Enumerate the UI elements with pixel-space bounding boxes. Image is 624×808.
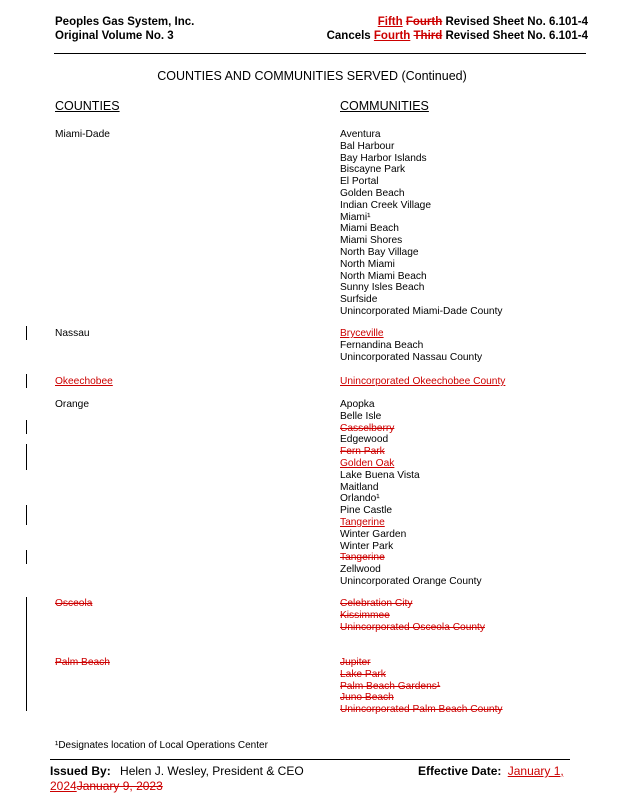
community-name: Unincorporated Nassau County [340, 351, 483, 363]
community-name: North Bay Village [340, 247, 419, 258]
community-name: Unincorporated Osceola County [340, 621, 485, 633]
community-name: Fern Park [340, 446, 385, 458]
sheet-rest: Revised Sheet No. 6.101-4 [442, 16, 588, 28]
community-name: Golden Beach [340, 188, 405, 199]
footnote: ¹Designates location of Local Operations Center [55, 740, 268, 751]
counties-heading: COUNTIES [55, 99, 120, 113]
community-name: Unincorporated Miami-Dade County [340, 306, 503, 317]
change-bar [26, 326, 27, 340]
cancels-label: Cancels [326, 30, 374, 42]
county-name: Nassau [55, 328, 90, 339]
issued-by-name: Helen J. Wesley, President & CEO [120, 764, 304, 778]
community-name: Bal Harbour [340, 140, 395, 152]
community-name: Bay Harbor Islands [340, 152, 427, 164]
change-bar [26, 420, 27, 434]
change-bar [26, 550, 27, 564]
change-bar [26, 444, 27, 470]
effective-date [418, 764, 564, 778]
sheet-old-ordinal: Fourth [405, 16, 443, 28]
communities-heading: COMMUNITIES [340, 99, 429, 113]
community-name: Biscayne Park [340, 164, 406, 176]
issued-by [50, 764, 304, 778]
county-name: Osceola [55, 598, 93, 609]
community-name: El Portal [340, 176, 379, 188]
community-name: North Miami [340, 258, 395, 270]
community-name: Maitland [340, 481, 379, 493]
effective-continued [50, 779, 163, 793]
community-name: Sunny Isles Beach [340, 282, 425, 294]
effective-new-b: 2024 [50, 779, 77, 793]
issued-label: Issued By: [50, 764, 111, 778]
community-name: Surfside [340, 294, 378, 306]
effective-new-a: January 1, [507, 764, 564, 778]
community-name: Juno Beach [340, 692, 394, 704]
header-rule [54, 53, 586, 54]
cancels-new-ordinal: Fourth [373, 30, 411, 42]
community-name: Indian Creek Village [340, 199, 431, 211]
community-name: Miami Beach [340, 223, 399, 235]
county-name: Miami-Dade [55, 129, 110, 140]
cancels-rest: Revised Sheet No. 6.101-4 [442, 30, 588, 42]
community-name: Tangerine [340, 517, 385, 528]
community-name: Lake Buena Vista [340, 469, 420, 481]
community-name: Jupiter [340, 657, 371, 668]
cancels-old-ordinal: Third [413, 30, 443, 42]
community-name: Miami¹ [340, 211, 371, 223]
community-name: Lake Park [340, 668, 386, 680]
county-name: Okeechobee [55, 376, 113, 387]
community-name: Casselberry [340, 422, 395, 434]
community-name: Belle Isle [340, 410, 382, 422]
community-name: Golden Oak [340, 458, 395, 469]
community-name: Celebration City [340, 598, 413, 609]
county-name: Palm Beach [55, 657, 110, 668]
community-name: North Miami Beach [340, 270, 427, 282]
community-name: Bryceville [340, 328, 384, 339]
sheet-number [378, 15, 588, 29]
community-name: Zellwood [340, 564, 381, 576]
company-name: Peoples Gas System, Inc. [55, 16, 195, 28]
sheet-new-ordinal: Fifth [377, 16, 403, 28]
community-name: Tangerine [340, 552, 385, 564]
effective-old: January 9, 2023 [76, 779, 163, 793]
community-name: Edgewood [340, 434, 389, 446]
community-name: Unincorporated Palm Beach County [340, 704, 503, 716]
community-name: Unincorporated Okeechobee County [340, 376, 506, 387]
footer-rule [50, 759, 570, 760]
community-name: Palm Beach Gardens¹ [340, 680, 441, 692]
change-bar [26, 505, 27, 525]
community-name: Aventura [340, 129, 381, 140]
effective-label: Effective Date: [418, 764, 502, 778]
change-bar [26, 374, 27, 388]
community-name: Winter Park [340, 540, 394, 552]
community-name: Fernandina Beach [340, 339, 424, 351]
community-name: Kissimmee [340, 609, 390, 621]
community-name: Pine Castle [340, 505, 393, 517]
county-name: Orange [55, 399, 89, 410]
page-title: COUNTIES AND COMMUNITIES SERVED (Continued) [157, 69, 467, 83]
community-name: Winter Garden [340, 528, 407, 540]
change-bar [26, 597, 27, 711]
community-name: Apopka [340, 399, 375, 410]
community-name: Miami Shores [340, 235, 403, 247]
volume-number: Original Volume No. 3 [55, 30, 174, 42]
cancels-sheet [327, 29, 588, 43]
community-name: Orlando¹ [340, 493, 380, 505]
community-name: Unincorporated Orange County [340, 576, 482, 587]
